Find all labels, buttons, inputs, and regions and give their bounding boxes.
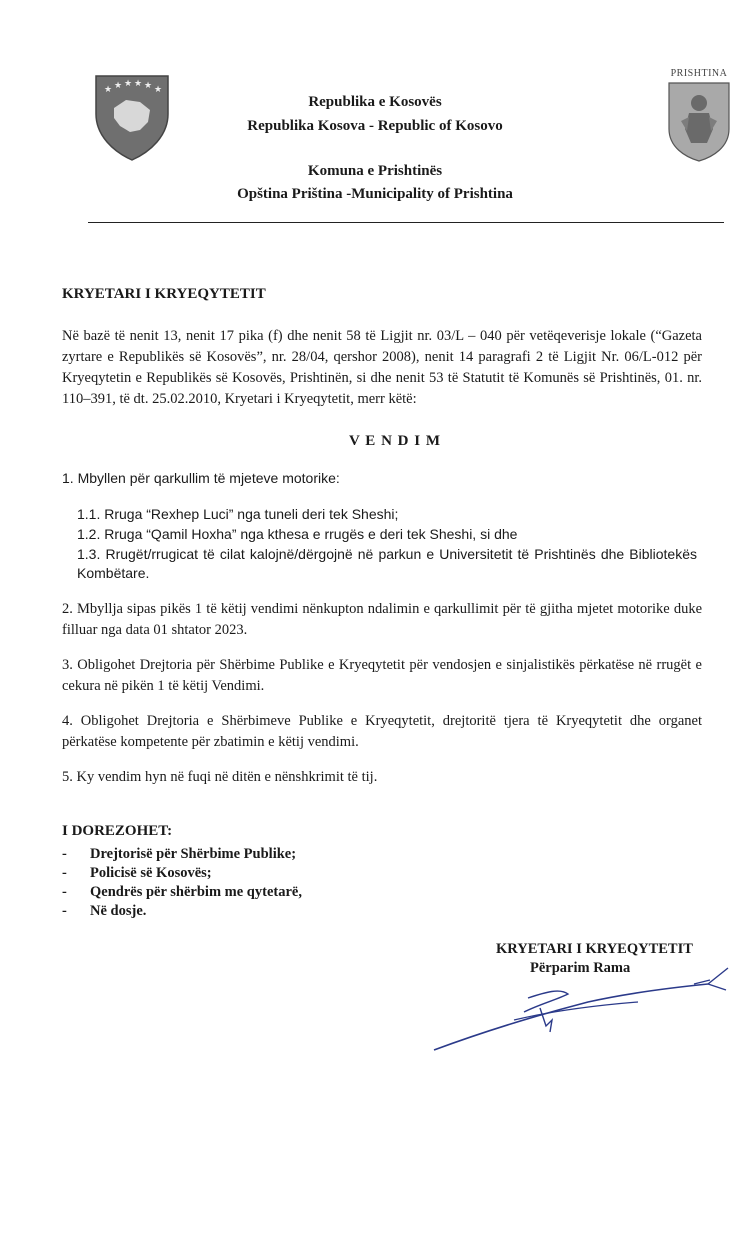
list-dash: - bbox=[62, 903, 67, 919]
list-dash: - bbox=[62, 865, 67, 881]
delivered-item bbox=[62, 865, 212, 882]
delivered-item-label: Policisë së Kosovës; bbox=[90, 865, 212, 881]
list-dash: - bbox=[62, 846, 67, 862]
office-title: KRYETARI I KRYEQYTETIT bbox=[62, 286, 266, 302]
delivered-item bbox=[62, 884, 302, 901]
svg-text:★: ★ bbox=[104, 85, 113, 95]
delivered-item bbox=[62, 846, 296, 863]
subpoint-1-3: 1.3. Rrugët/rrugicat të cilat kalojnë/dërgojnë në parkun e Universitetit të Prishtinës dhe Bibliotekës Kombëtare. bbox=[77, 546, 697, 581]
subpoint-1-2: 1.2. Rruga “Qamil Hoxha” nga kthesa e rrugës e deri tek Sheshi, si dhe bbox=[77, 526, 518, 542]
header-republic-multilingual: Republika Kosova - Republic of Kosovo bbox=[247, 118, 503, 134]
subpoint-1-1: 1.1. Rruga “Rexhep Luci” nga tuneli deri tek Sheshi; bbox=[77, 506, 399, 522]
point-4: 4. Obligohet Drejtoria e Shërbimeve Publike e Kryeqytetit, drejtoritë tjera të Kryeqytetit dhe organet përkatëse kompetente për zbatimin e këtij vendimi. bbox=[62, 713, 702, 750]
signature-title: KRYETARI I KRYEQYTETIT bbox=[496, 941, 693, 957]
svg-text:★: ★ bbox=[154, 85, 163, 95]
point-5: 5. Ky vendim hyn në fuqi në ditën e nënshkrimit të tij. bbox=[62, 769, 378, 785]
svg-text:★: ★ bbox=[134, 79, 143, 89]
delivered-title: I DOREZOHET: bbox=[62, 823, 173, 839]
header-divider bbox=[88, 222, 724, 223]
decision-title: V E N D I M bbox=[349, 433, 441, 449]
svg-text:★: ★ bbox=[114, 81, 123, 91]
point-2: 2. Mbyllja sipas pikës 1 të këtij vendimi nënkupton ndalimin e qarkullimit për të gjitha mjetet motorike duke filluar nga data 01 shtator 2023. bbox=[62, 601, 702, 638]
kosovo-emblem bbox=[92, 70, 172, 162]
signature-image bbox=[428, 960, 738, 1060]
svg-text:★: ★ bbox=[144, 81, 153, 91]
point-1: 1. Mbyllen për qarkullim të mjeteve motorike: bbox=[62, 470, 340, 486]
signature-name: Përparim Rama bbox=[530, 960, 631, 976]
header-republic-albanian: Republika e Kosovës bbox=[308, 94, 442, 110]
list-dash: - bbox=[62, 884, 67, 900]
delivered-item-label: Në dosje. bbox=[90, 903, 147, 919]
point-3: 3. Obligohet Drejtoria për Shërbime Publike e Kryeqytetit për vendosjen e sinjalistikës përkatëse në rrugët e cekura në pikën 1 të këtij Vendimi. bbox=[62, 657, 702, 694]
prishtina-emblem-label: PRISHTINA bbox=[670, 68, 728, 79]
svg-text:★: ★ bbox=[124, 79, 133, 89]
delivered-item-label: Drejtorisë për Shërbime Publike; bbox=[90, 846, 297, 862]
delivered-item bbox=[62, 903, 146, 920]
preamble-text: Në bazë të nenit 13, nenit 17 pika (f) dhe nenit 58 të Ligjit nr. 03/L – 040 për vetëqeverisje lokale (“Gazeta zyrtare e Republikës së Kosovës”, nr. 28/04, qershor 2008), nenit 14 paragrafi 2 të Ligjit Nr. 06/L-012 për Kryeqytetin e Republikës së Kosovës, Prishtinën, si dhe nenit 53 të Statutit të Komunës së Prishtinës, 01. nr. 110–391, të dt. 25.02.2010, Kryetari i Kryeqytetit, merr këtë: bbox=[62, 328, 702, 407]
delivered-item-label: Qendrës për shërbim me qytetarë, bbox=[90, 884, 302, 900]
header-municipality-albanian: Komuna e Prishtinës bbox=[307, 163, 443, 179]
header-municipality-multilingual: Opština Priština -Municipality of Prishtina bbox=[237, 186, 513, 202]
